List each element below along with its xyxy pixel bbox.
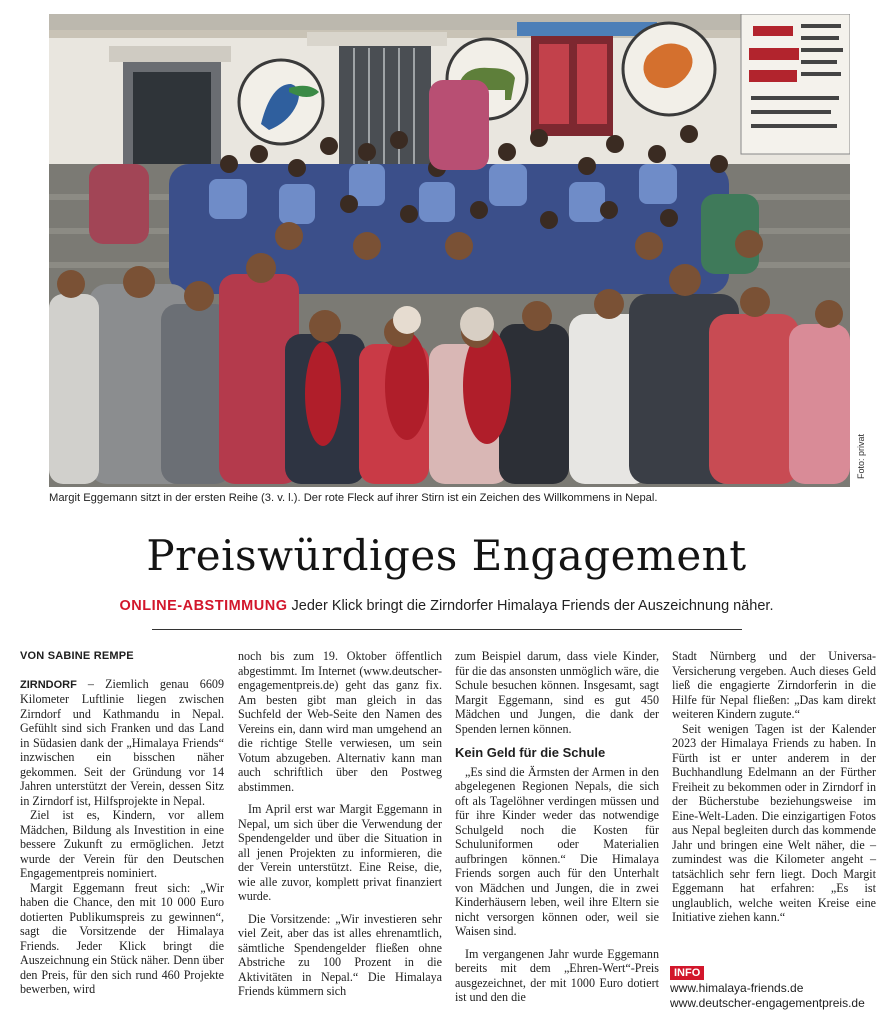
group-photo — [49, 14, 850, 487]
column-3 — [455, 649, 659, 1005]
subheading: Kein Geld für die Schule — [455, 745, 606, 760]
article-kicker — [0, 598, 893, 614]
paragraph: Im April erst war Margit Eggemann in Nepal, um sich über die Verwendung der Spendengelder und über die Situation in all jenen Projekten zu informieren, die der Verein unterstützt. Eine Reise, die, wie alle zuvor, komplett privat finanziert wurde. — [238, 802, 442, 903]
headline-divider — [152, 629, 742, 630]
column-1 — [20, 649, 224, 997]
article-headline: Preiswürdiges Engagement — [146, 531, 747, 580]
paragraph: Ziel ist es, Kindern, vor allem Mädchen, Bildung als Investition in eine bessere Zukunft zu ermöglichen. Jetzt wurde der Verein für den Deutschen Engagementpreis nominiert. — [20, 808, 224, 880]
group-photo-illustration — [49, 14, 850, 487]
dateline: ZIRNDORF — [20, 678, 77, 691]
paragraph: zum Beispiel darum, dass viele Kinder, für die das ansonsten unmöglich wäre, die Schule besuchen können. Insgesamt, sagt Margit Eggemann, sind es gut 450 Mädchen und Jungen, die dank der Spenden lernen können. — [455, 649, 659, 736]
paragraph: ZIRNDORF – Ziemlich genau 6609 Kilometer Luftlinie liegen zwischen Zirndorf und Kathmandu in Nepal. Gefühlt sind sich Franken und das Land in Südasien dank der „Himalaya Friends“ inzwischen ein bisschen näher gekommen. Seit der Gründung vor 14 Jahren unterstützt der Verein, dessen Sitz in Zirndorf ist, Hilfsprojekte in Nepal. — [20, 676, 224, 808]
photo-caption: Margit Eggemann sitzt in der ersten Reihe (3. v. l.). Der rote Fleck auf ihrer Stirn ist ein Zeichen des Willkommens in Nepal. — [49, 492, 658, 504]
paragraph: Seit wenigen Tagen ist der Kalender 2023 der Himalaya Friends zu haben. In Fürth ist er unter anderem in der Buchhandlung Edelmann an der Fürther Freiheit zu bekommen oder in Zirndorf in der Bücherstube beziehungsweise im Eine-Welt-Laden. Die einzigartigen Fotos aus Nepal begleiten durch das kommende Jahr und bringen eine Welt näher, die – zumindest was die Kilometer angeht – tatsächlich sehr fern liegt. Doch Margit Eggemann hat erfahren: „Es ist unglaublich, welche weiten Kreise eine Initiative ziehen kann.“ — [672, 721, 876, 924]
info-box — [670, 963, 865, 1011]
paragraph: Margit Eggemann freut sich: „Wir haben die Chance, den mit 10 000 Euro dotierten Publikumspreis zu gewinnen“, sagt die Vorsitzende der Himalaya Friends. Jeder Klick bringt die Auszeichnung ein Stück näher. Denn über den Preis, für den sich rund 460 Projekte bewerben, wird — [20, 880, 224, 996]
photo-credit: Foto: privat — [856, 433, 866, 479]
kicker-label: ONLINE-ABSTIMMUNG — [119, 598, 288, 614]
info-label: INFO — [670, 966, 704, 980]
paragraph: Die Vorsitzende: „Wir investieren sehr viel Zeit, aber das ist alles ehrenamtlich, sämtliche Spendengelder fließen ohne Abstriche zu 100 Prozent in die Aktivitäten in Nepal.“ Die Himalaya Friends kümmern sich — [238, 911, 442, 998]
byline: VON SABINE REMPE — [20, 650, 134, 662]
kicker-text: Jeder Klick bringt die Zirndorfer Himalaya Friends der Auszeichnung näher. — [291, 598, 774, 614]
paragraph: „Es sind die Ärmsten der Armen in den abgelegenen Regionen Nepals, die sich oft als Tagelöhner verdingen müssen und für ihre Kinder weder das notwendige Schulgeld noch die Kosten für Schuluniformen oder Materialien aufbringen können.“ Die Himalaya Friends sorgen auch für den Unterhalt von Mädchen und Jungen, die in zwei Kinderhäusern leben, weil ihre Eltern sie nicht versorgen können oder, weil sie Waisen sind. — [455, 764, 659, 938]
paragraph: Stadt Nürnberg und der Universa-Versicherung vergeben. Auch dieses Geld ließ die engagierte Zirndorferin in die Hilfe für Nepal fließen: „Das kam direkt weiteren Kindern zugute.“ — [672, 649, 876, 721]
himalaya-friends-link[interactable]: www.himalaya-friends.de — [670, 981, 804, 995]
paragraph: noch bis zum 19. Oktober öffentlich abgestimmt. Im Internet (www.deutscher-engagementpreis.de) geht das ganz fix. Am besten gibt man gleich in das Suchfeld der Web-Seite den Namen des Vereins ein, dann wird man umgehend an die richtige Stelle verwiesen, um sein Votum abzugeben. Alternativ kann man auch schriftlich über den Postweg abstimmen. — [238, 649, 442, 794]
paragraph: Im vergangenen Jahr wurde Eggemann bereits mit dem „Ehren-Wert“-Preis ausgezeichnet, der mit 1000 Euro dotiert ist und den die — [455, 946, 659, 1004]
engagementpreis-link[interactable]: www.deutscher-engagementpreis.de — [670, 996, 865, 1010]
column-2 — [238, 649, 442, 999]
column-4 — [672, 649, 876, 925]
